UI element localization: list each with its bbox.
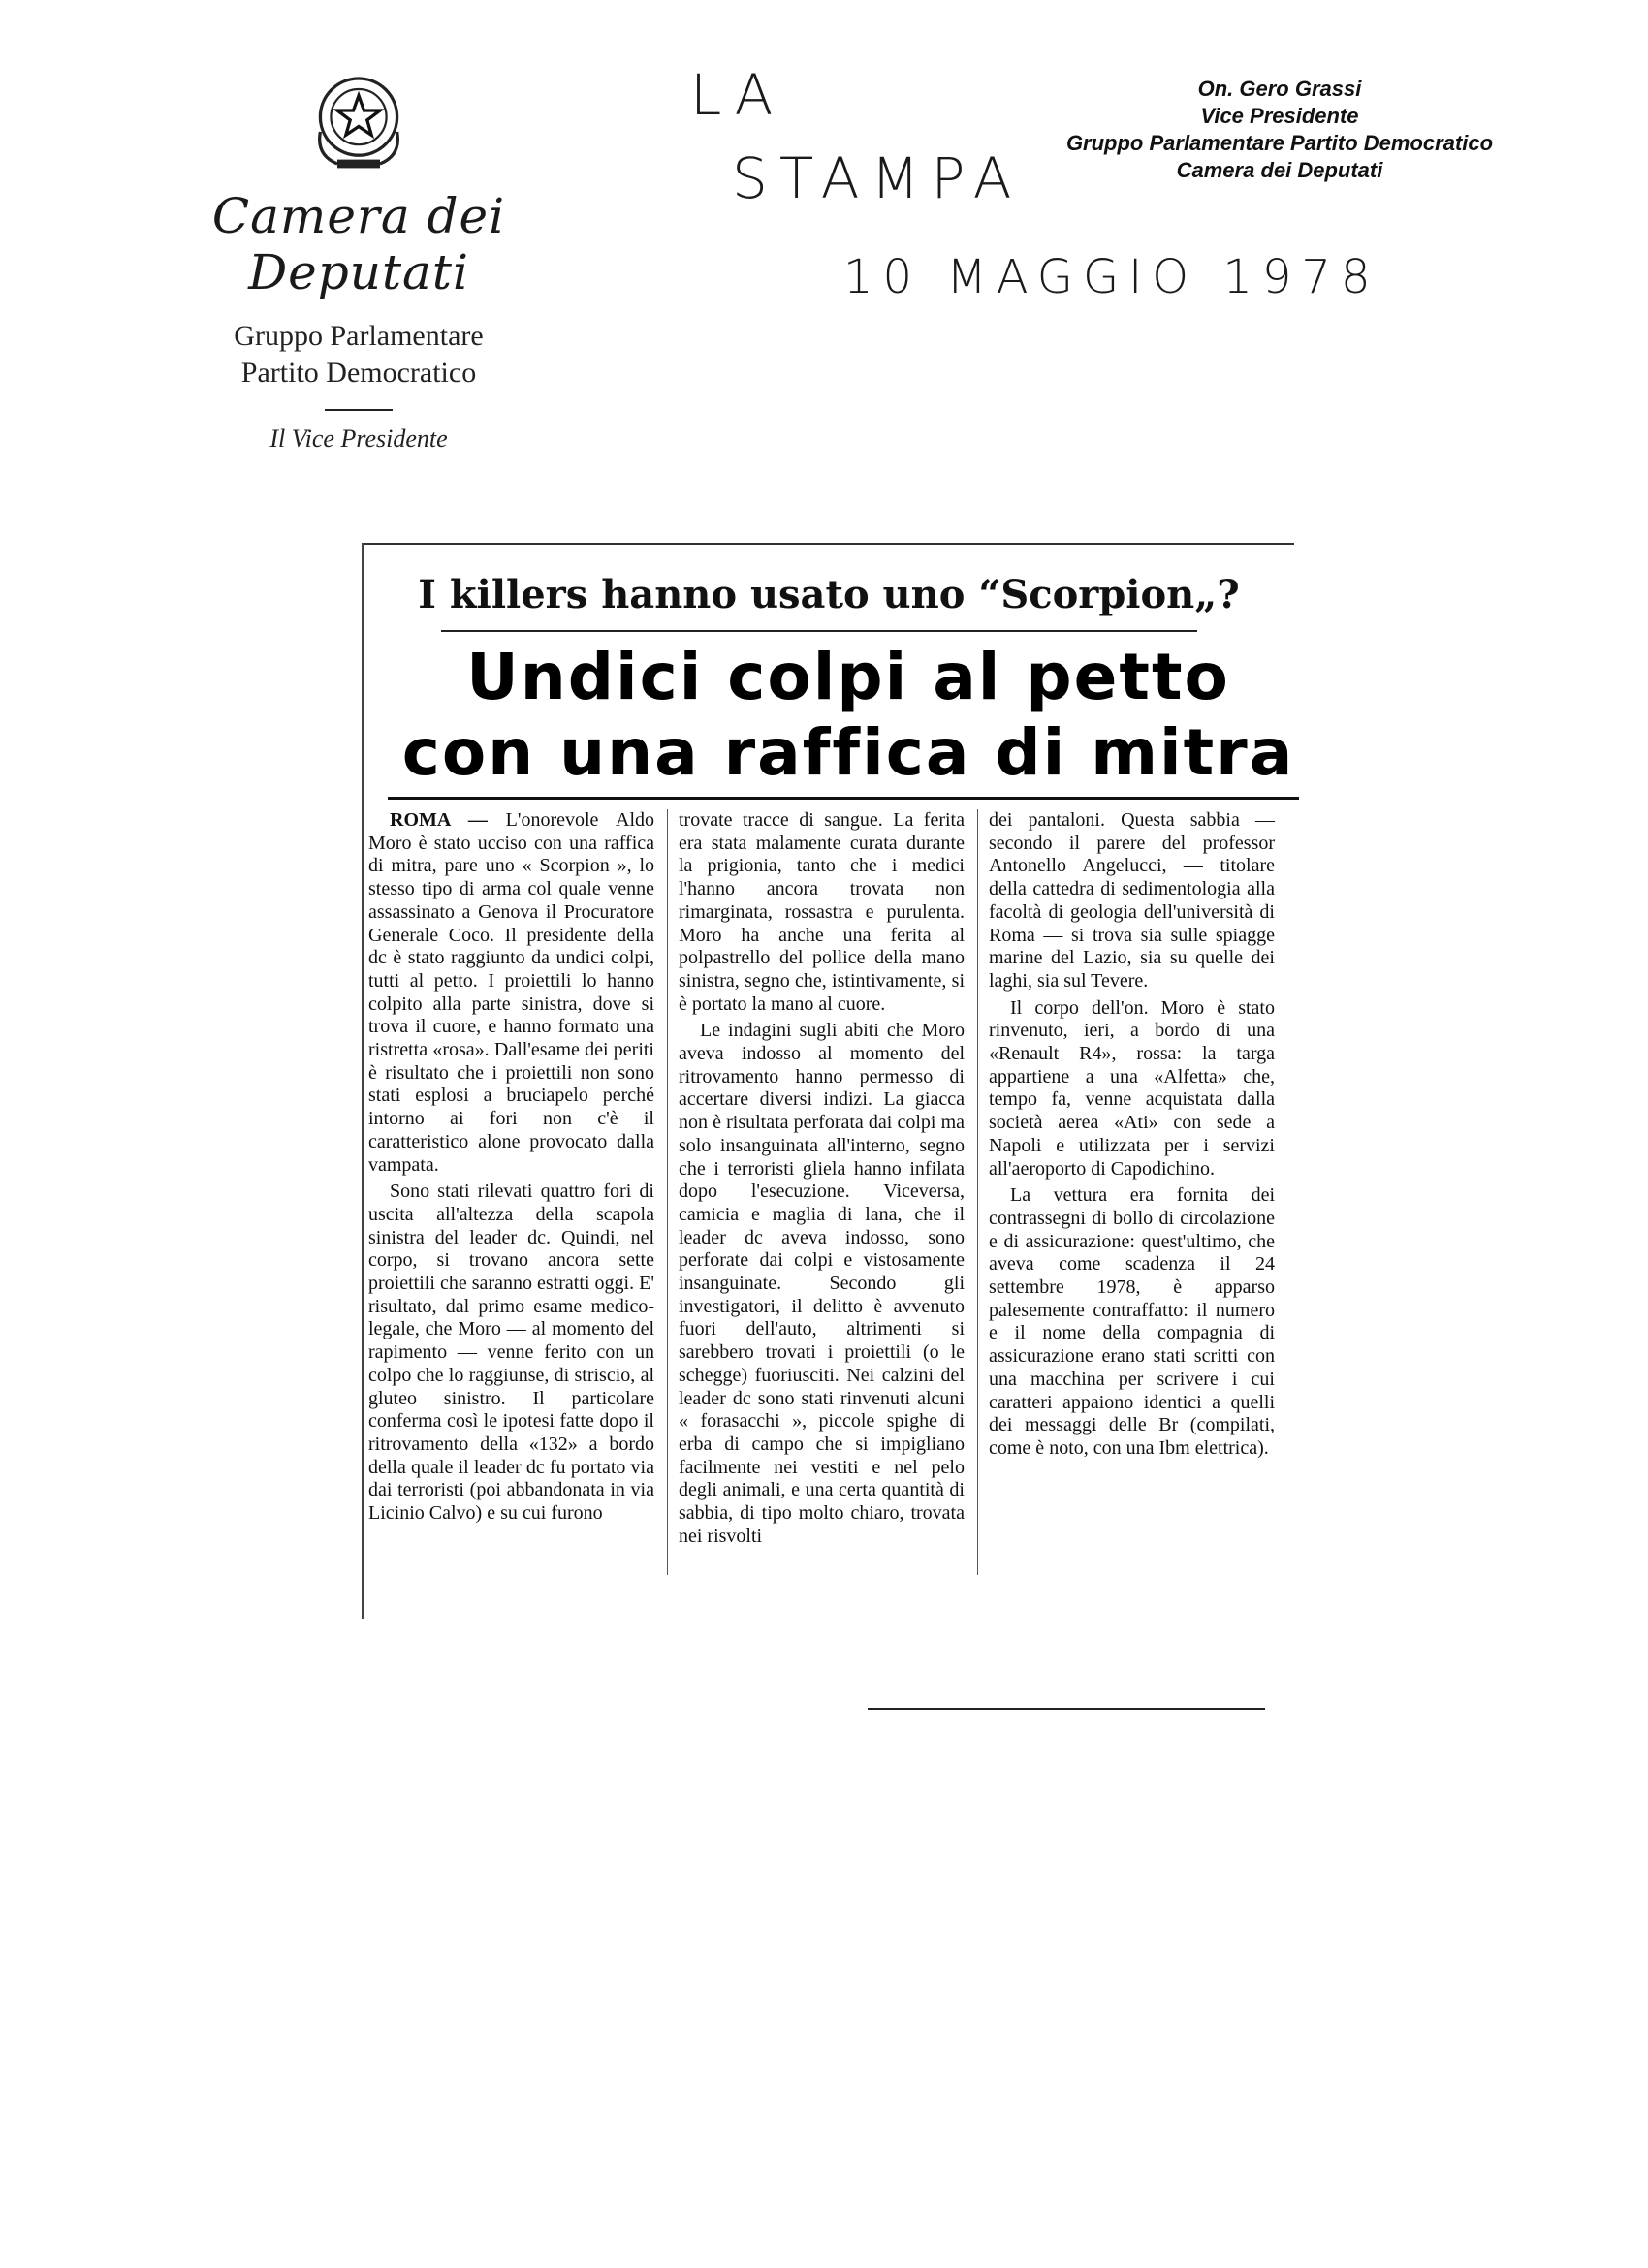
headline-rule xyxy=(388,797,1299,800)
column-divider xyxy=(977,809,978,1575)
clipping-edge-left xyxy=(362,543,364,1619)
article-column-2 xyxy=(679,809,965,1549)
signature-title: Vice Presidente xyxy=(1200,104,1359,128)
signature-name: On. Gero Grassi xyxy=(1197,77,1362,101)
paragraph: Sono stati rilevati quattro fori di uscita all'altezza della scapola sinistra del leader dc. Quindi, nel corpo, si trovano ancora sette proiettili che saranno estratti oggi. E' risultato, dal primo esame medico-legale, che Moro — al momento del rapimento — venne ferito con un colpo che lo raggiunse, di striscio, al gluteo sinistro. Il particolare conferma così le ipotesi fatte dopo il ritrovamento della «132» a bordo della quale il leader dc fu portato via dai terroristi (poi abbandonata in via Licinio Calvo) e su cui furono xyxy=(368,1181,654,1525)
clipping-edge-top xyxy=(364,543,1294,545)
institution-name: Camera dei Deputati xyxy=(211,188,506,300)
paragraph xyxy=(368,809,654,1177)
letterhead-divider xyxy=(325,409,393,411)
headline-line-2: con una raffica di mitra xyxy=(401,715,1295,790)
paragraph: Le indagini sugli abiti che Moro aveva indosso al momento del ritrovamento hanno permesso di accertare diversi indizi. La giacca non è risultata perforata dai colpi ma solo insanguinata all'interno, segno che i terroristi gliela hanno infilata dopo l'esecuzione. Viceversa, camicia e maglia di lana, che il leader dc aveva indosso, sono perforate dai colpi e vistosamente insanguinate. Secondo gli investigatori, il delitto è avvenuto fuori dell'auto, altrimenti si sarebbero trovati i proiettili (o le schegge) fuoriusciti. Nei calzini del leader dc sono stati rinvenuti alcuni « forasacchi », piccole spighe di erba di campo che si impigliano facilmente nei vestiti e nel pelo degli animali, e una certa quantità di sabbia, di tipo molto chiaro, trovata nei risvolti xyxy=(679,1020,965,1547)
group-line-1: Gruppo Parlamentare xyxy=(234,320,484,352)
article-column-1 xyxy=(368,809,654,1526)
letterhead-role: Il Vice Presidente xyxy=(269,425,448,453)
handwritten-date: 10 MAGGIO 1978 xyxy=(843,250,1380,304)
paragraph: La vettura era fornita dei contrassegni di bollo di circolazione e di assicurazione: quest'ultimo, che aveva come scadenza il 24 settembre 1978, è apparso palesemente contraffatto: il numero e il nome della compagnia di assicurazione erano stati scritti con una macchina per scrivere i cui caratteri appaiono identici a quelli dei messaggi delle Br (compilati, come è noto, con una Ibm elettrica). xyxy=(989,1184,1275,1459)
signature-group: Gruppo Parlamentare Partito Democratico xyxy=(1065,131,1494,155)
paragraph: Il corpo dell'on. Moro è stato rinvenuto, ieri, a bordo di una «Renault R4», rossa: la targa appartiene a una «Alfetta» che, tempo fa, venne acquistata dalla società aerea «Ati» con sede a Napoli e utilizzata per i servizi all'aeroporto di Capodichino. xyxy=(989,996,1275,1180)
column-divider xyxy=(667,809,668,1575)
signature-chamber: Camera dei Deputati xyxy=(1176,158,1383,182)
paragraph: trovate tracce di sangue. La ferita era stata malamente curata durante la prigionia, tanto che i medici l'hanno ancora trovata non rimarginata, rossastra e purulenta. Moro ha anche una ferita al polpastrello del pollice della mano sinistra, segno che, istintivamente, si è portato la mano al cuore. xyxy=(679,809,965,1015)
letterhead xyxy=(155,68,562,454)
article-headline xyxy=(373,640,1323,791)
newspaper-clipping xyxy=(344,543,1328,1711)
dateline: ROMA — xyxy=(390,809,488,831)
signature-block xyxy=(1047,76,1512,184)
kicker-rule xyxy=(441,630,1197,632)
paragraph-text: L'onorevole Aldo Moro è stato ucciso con una raffica di mitra, pare uno « Scorpion », lo stesso tipo di arma col quale venne assassinato a Genova il Procuratore Generale Coco. Il presidente della dc è stato raggiunto da undici colpi, tutti al petto. I proiettili lo hanno colpito alla parte sinistra, dove si trova il cuore, e hanno formato una ristretta «rosa». Dall'esame dei periti è risultato che i proiettili non sono stati esplosi a bruciapelo perché intorno ai fori non c'è il caratteristico alone provocato dalla vampata. xyxy=(368,809,655,1176)
paragraph: dei pantaloni. Questa sabbia — secondo il parere del professor Antonello Angelucci, — titolare della cattedra di sedimentologia alla facoltà di geologia dell'università di Roma — si trova sia sulle spiagge marine del Lazio, sia su quelle dei laghi, sia sul Tevere. xyxy=(989,809,1275,992)
article-column-3 xyxy=(989,809,1275,1461)
group-line-2: Partito Democratico xyxy=(240,357,477,389)
clipping-edge-bottom xyxy=(868,1708,1265,1710)
headline-line-1: Undici colpi al petto xyxy=(466,640,1230,714)
handwritten-newspaper-line-1: LA xyxy=(690,62,785,128)
article-kicker: I killers hanno usato uno “Scorpion„? xyxy=(418,572,1240,617)
handwritten-newspaper-line-2: STAMPA xyxy=(732,145,1024,211)
italian-republic-emblem-icon xyxy=(305,68,412,174)
